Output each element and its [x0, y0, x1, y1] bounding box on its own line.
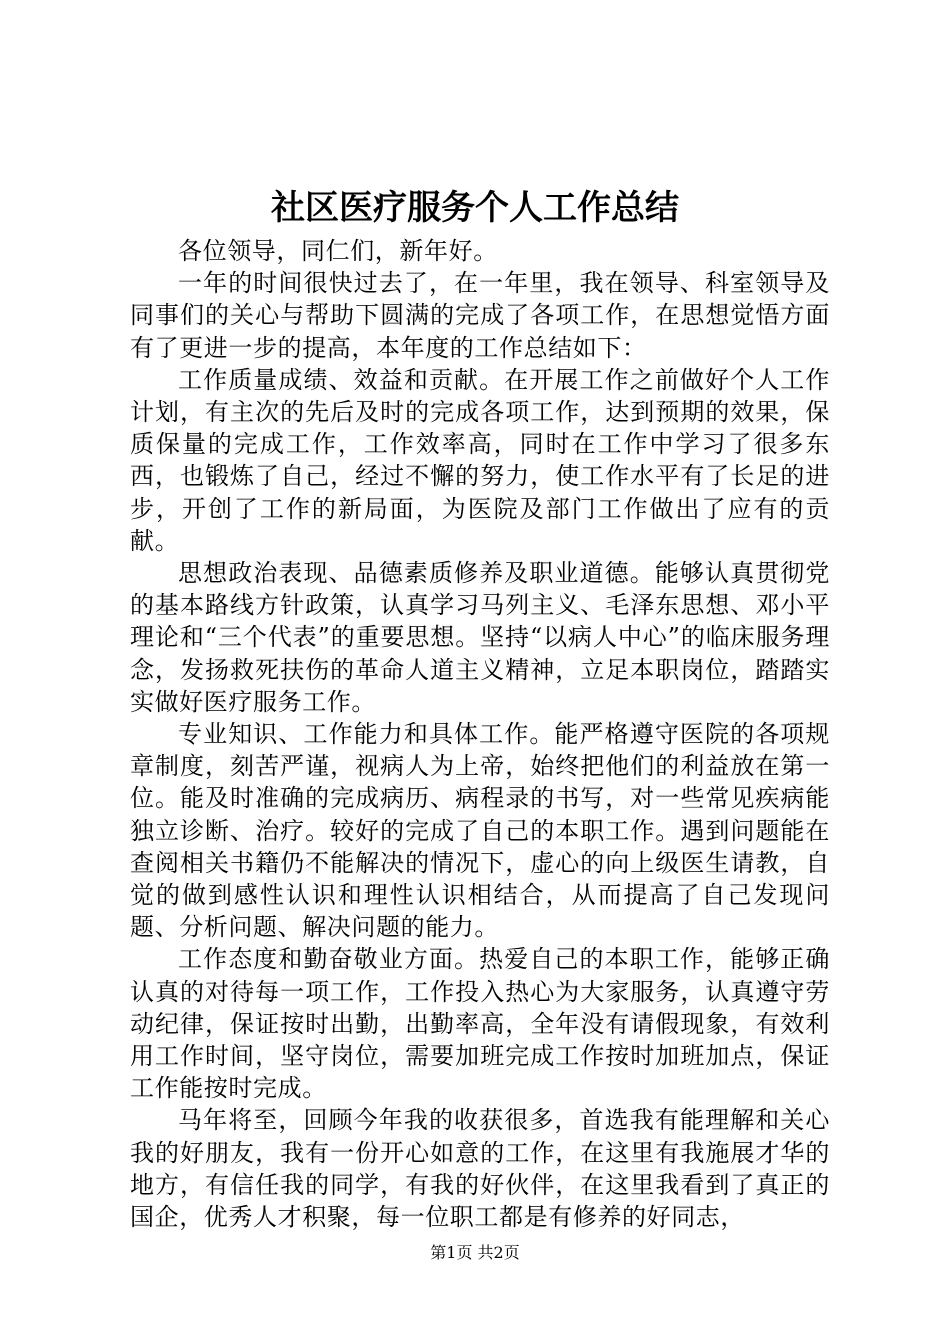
paragraph-greeting: 各位领导，同仁们，新年好。	[178, 237, 498, 265]
paragraph-work-quality: 工作质量成绩、效益和贡献。在开展工作之前做好个人工作计划，有主次的先后及时的完成各项工作，达到预期的效果，保质保量的完成工作，工作效率高，同时在工作中学习了很多东西，也锻炼了自己，经过不懈的努力，使工作水平有了长足的进步，开创了工作的新局面，为医院及部门工作做出了应有的贡献。	[130, 365, 830, 555]
paragraph-professional-skills: 专业知识、工作能力和具体工作。能严格遵守医院的各项规章制度，刻苦严谨，视病人为上帝，始终把他们的利益放在第一位。能及时准确的完成病历、病程录的书写，对一些常见疾病能独立诊断、治疗。较好的完成了自己的本职工作。遇到问题能在查阅相关书籍仍不能解决的情况下，虚心的向上级医生请教，自觉的做到感性认识和理性认识相结合，从而提高了自己发现问题、分析问题、解决问题的能力。	[130, 720, 830, 942]
page-number-total: 共2页	[477, 1243, 520, 1262]
page-number-current: 第1页	[430, 1243, 473, 1262]
paragraph-year-review: 马年将至，回顾今年我的收获很多，首选我有能理解和关心我的好朋友，我有一份开心如意的工作，在这里有我施展才华的地方，有信任我的同学，有我的好伙伴，在这里我看到了真正的国企，优秀人才积聚，每一位职工都是有修养的好同志，	[130, 1106, 830, 1232]
paragraph-intro: 一年的时间很快过去了，在一年里，我在领导、科室领导及同事们的关心与帮助下圆满的完成了各项工作，在思想觉悟方面有了更进一步的提高，本年度的工作总结如下：	[130, 269, 830, 362]
paragraph-work-attitude: 工作态度和勤奋敬业方面。热爱自己的本职工作，能够正确认真的对待每一项工作，工作投入热心为大家服务，认真遵守劳动纪律，保证按时出勤，出勤率高，全年没有请假现象，有效利用工作时间，坚守岗位，需要加班完成工作按时加班加点，保证工作能按时完成。	[130, 945, 830, 1103]
page-title: 社区医疗服务个人工作总结	[271, 188, 679, 228]
paragraph-political-ethics: 思想政治表现、品德素质修养及职业道德。能够认真贯彻党的基本路线方针政策，认真学习马列主义、毛泽东思想、邓小平理论和“三个代表”的重要思想。坚持“以病人中心”的临床服务理念，发扬救死扶伤的革命人道主义精神，立足本职岗位，踏踏实实做好医疗服务工作。	[130, 559, 830, 716]
page-footer	[0, 1242, 950, 1264]
document-body	[130, 235, 830, 1233]
